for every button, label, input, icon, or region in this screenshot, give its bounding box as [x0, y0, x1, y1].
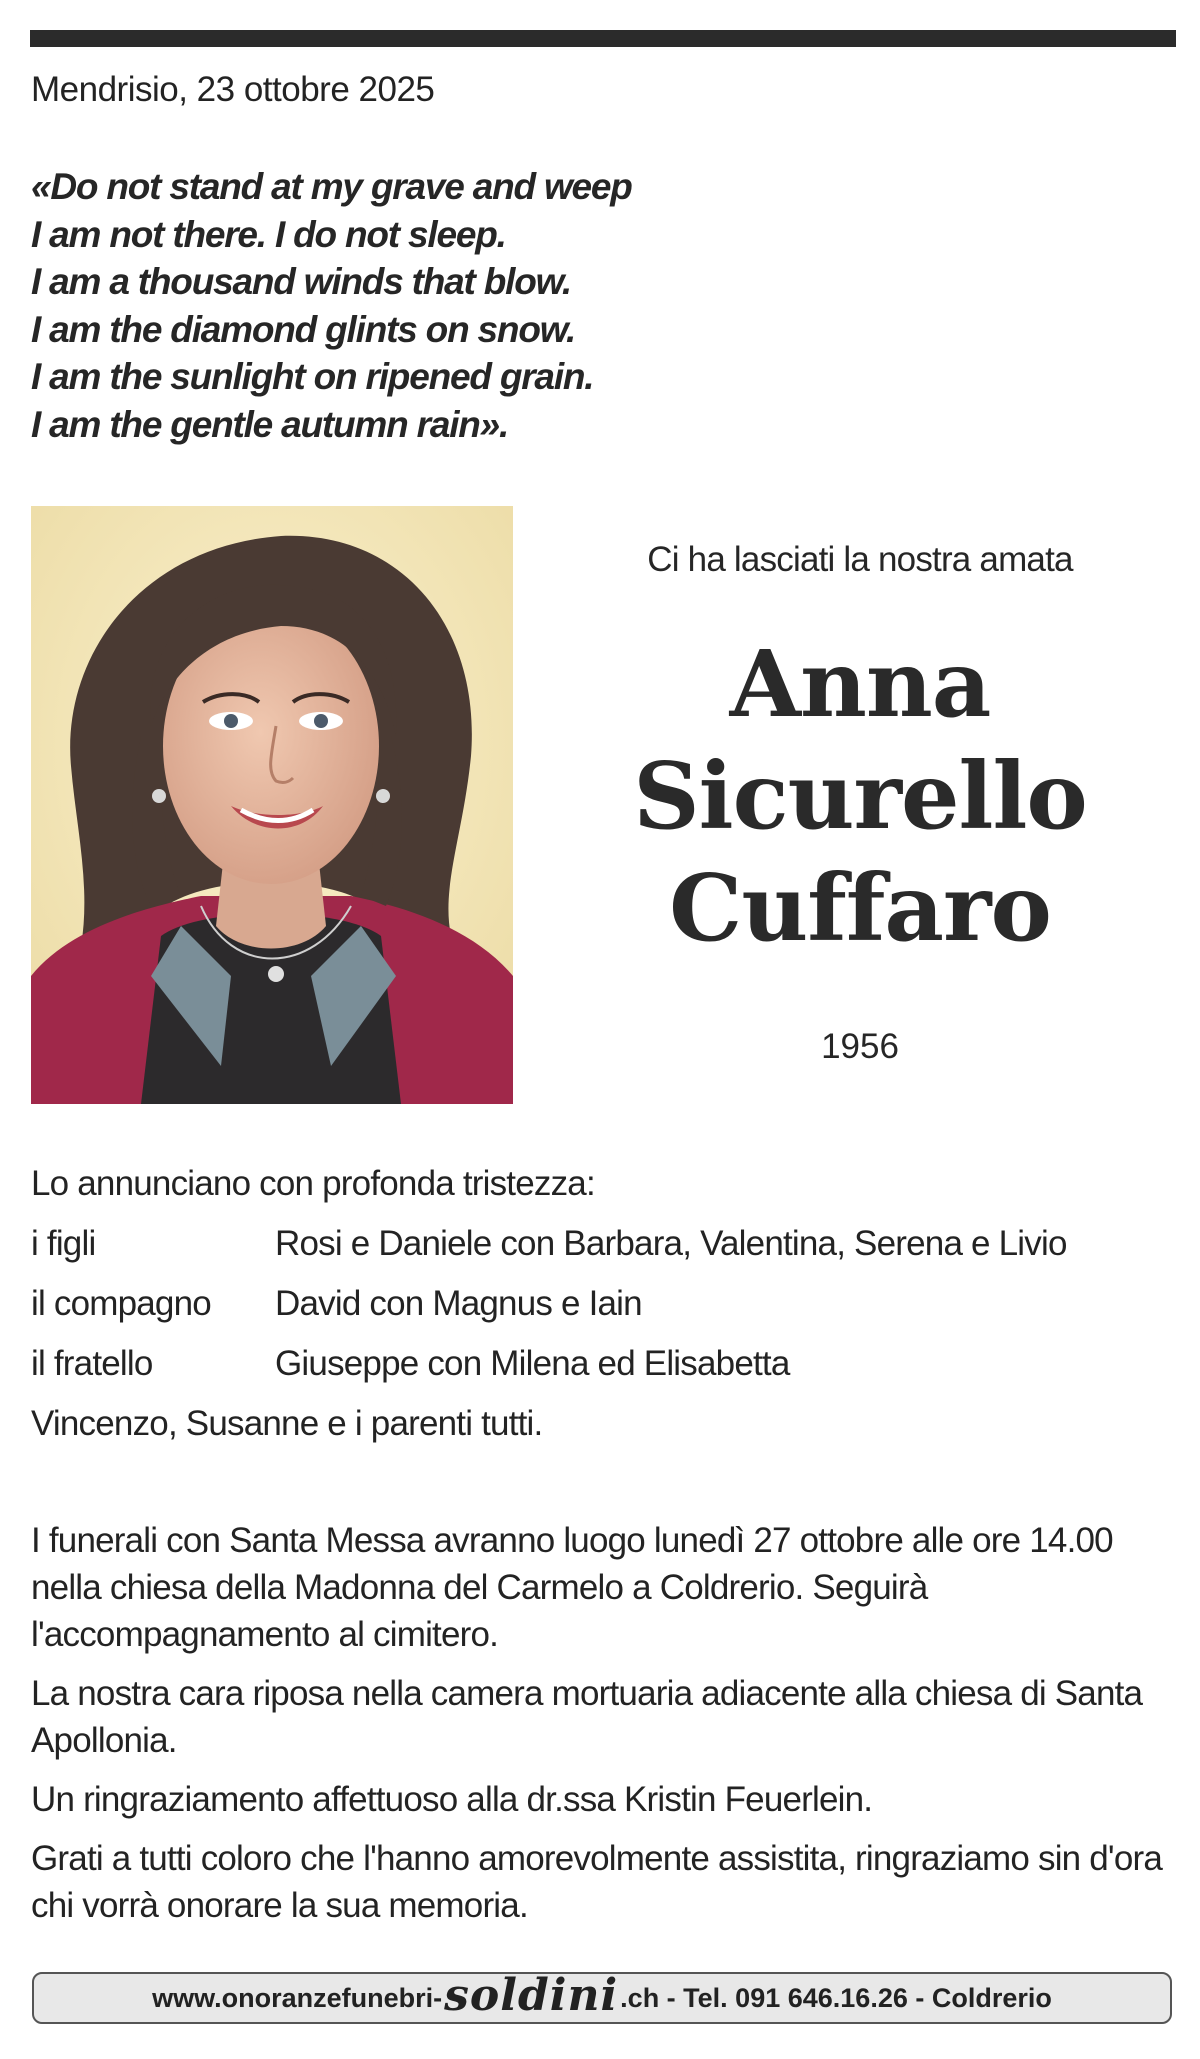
poem-line: I am not there. I do not sleep. — [31, 213, 506, 255]
relative-names: David con Magnus e Iain — [275, 1284, 642, 1323]
birth-year: 1956 — [821, 1027, 899, 1066]
funeral-paragraph: I funerali con Santa Messa avranno luogo lunedì 27 ottobre alle ore 14.00 nella chiesa della Madonna del Carmelo a Coldrerio. Seguirà l'accompagnamento al cimitero. — [31, 1521, 1113, 1654]
relative-names: Giuseppe con Milena ed Elisabetta — [275, 1344, 790, 1383]
funeral-paragraph: La nostra cara riposa nella camera mortuaria adiacente alla chiesa di Santa Apollonia. — [31, 1674, 1143, 1760]
relative-role: il compagno — [31, 1284, 211, 1323]
footer-url-prefix: www.onoranzefunebri- — [152, 1982, 443, 2013]
funeral-paragraph: Grati a tutti coloro che l'hanno amorevolmente assistita, ringraziamo sin d'ora chi vorrà onorare la sua memoria. — [31, 1839, 1163, 1925]
poem — [31, 163, 791, 448]
poem-line: «Do not stand at my grave and weep — [31, 166, 632, 207]
name-line: Sicurello — [633, 742, 1087, 850]
poem-line: I am a thousand winds that blow. — [31, 261, 571, 302]
funeral-details — [31, 1517, 1181, 1941]
footer-brand-logo: soldini — [444, 1969, 619, 2021]
intro-text: Ci ha lasciati la nostra amata — [647, 540, 1073, 579]
footer-contact: .ch - Tel. 091 646.16.26 - Coldrerio — [620, 1982, 1052, 2013]
poem-line: I am the diamond glints on snow. — [31, 308, 576, 350]
announcement — [31, 1154, 1181, 1454]
funeral-paragraph: Un ringraziamento affettuoso alla dr.ssa Kristin Feuerlein. — [31, 1780, 873, 1819]
dateline: Mendrisio, 23 ottobre 2025 — [31, 70, 435, 109]
deceased-name — [560, 628, 1160, 964]
poem-line: I am the gentle autumn rain». — [31, 403, 509, 445]
announcement-heading: Lo annunciano con profonda tristezza: — [31, 1164, 595, 1203]
portrait-photo — [31, 506, 513, 1104]
funeral-home-footer — [32, 1969, 1172, 2024]
relative-names: Rosi e Daniele con Barbara, Valentina, Serena e Livio — [275, 1224, 1067, 1263]
relative-role: il fratello — [31, 1344, 153, 1383]
name-line: Cuffaro — [669, 854, 1051, 962]
relative-row — [31, 1214, 1181, 1274]
name-line: Anna — [729, 630, 991, 738]
poem-line: I am the sunlight on ripened grain. — [31, 356, 594, 397]
other-relatives: Vincenzo, Susanne e i parenti tutti. — [31, 1404, 543, 1443]
top-rule — [30, 30, 1176, 47]
relative-row — [31, 1334, 1181, 1394]
relative-row — [31, 1274, 1181, 1334]
relative-role: i figli — [31, 1224, 96, 1263]
